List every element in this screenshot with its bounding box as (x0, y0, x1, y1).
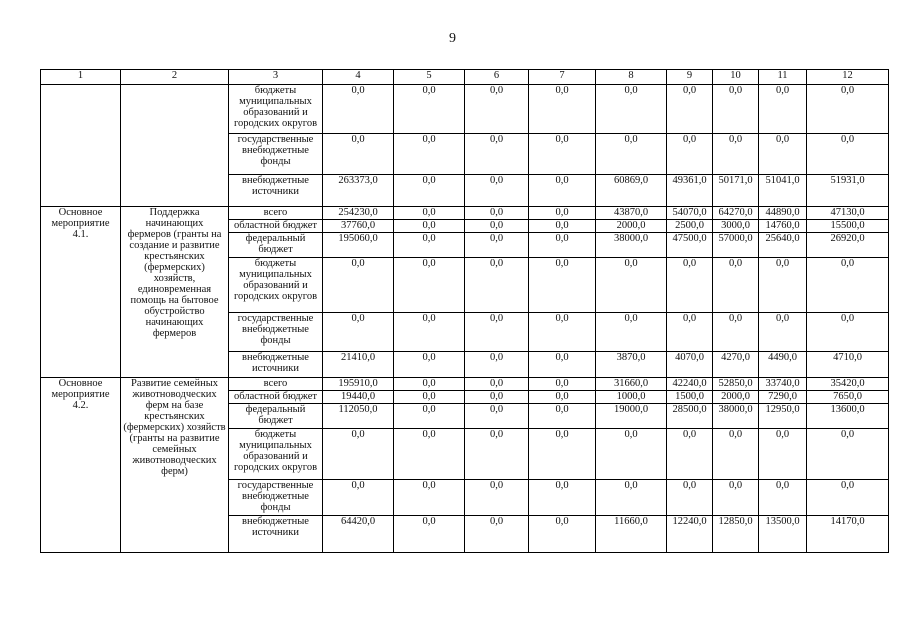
value-cell: 0,0 (529, 207, 596, 220)
funding-source: государственные внебюджетные фонды (229, 480, 323, 516)
column-header: 12 (807, 70, 889, 85)
value-cell: 0,0 (394, 134, 465, 175)
value-cell: 13500,0 (759, 516, 807, 553)
column-header: 4 (323, 70, 394, 85)
activity-code: Основное мероприятие 4.2. (41, 378, 121, 553)
value-cell: 0,0 (394, 378, 465, 391)
value-cell: 0,0 (394, 516, 465, 553)
value-cell: 263373,0 (323, 175, 394, 207)
value-cell: 0,0 (807, 134, 889, 175)
value-cell: 42240,0 (667, 378, 713, 391)
value-cell: 0,0 (529, 220, 596, 233)
value-cell: 0,0 (596, 429, 667, 480)
value-cell: 0,0 (465, 220, 529, 233)
funding-source: федеральный бюджет (229, 233, 323, 258)
value-cell: 0,0 (807, 85, 889, 134)
value-cell: 0,0 (667, 85, 713, 134)
value-cell: 64420,0 (323, 516, 394, 553)
value-cell: 38000,0 (596, 233, 667, 258)
value-cell: 112050,0 (323, 404, 394, 429)
value-cell: 0,0 (759, 85, 807, 134)
page-number: 9 (449, 31, 456, 46)
table-row (41, 378, 889, 391)
value-cell: 2500,0 (667, 220, 713, 233)
value-cell: 0,0 (465, 134, 529, 175)
value-cell: 0,0 (323, 258, 394, 313)
value-cell: 26920,0 (807, 233, 889, 258)
value-cell: 19440,0 (323, 391, 394, 404)
value-cell: 0,0 (596, 258, 667, 313)
value-cell: 0,0 (394, 391, 465, 404)
value-cell: 21410,0 (323, 352, 394, 378)
funding-source: всего (229, 207, 323, 220)
value-cell: 0,0 (394, 404, 465, 429)
value-cell: 14760,0 (759, 220, 807, 233)
value-cell: 0,0 (465, 313, 529, 352)
value-cell: 44890,0 (759, 207, 807, 220)
value-cell: 15500,0 (807, 220, 889, 233)
value-cell: 31660,0 (596, 378, 667, 391)
value-cell: 0,0 (323, 134, 394, 175)
value-cell: 0,0 (667, 480, 713, 516)
value-cell: 51041,0 (759, 175, 807, 207)
value-cell: 0,0 (323, 85, 394, 134)
value-cell: 0,0 (596, 313, 667, 352)
value-cell: 0,0 (759, 480, 807, 516)
value-cell: 64270,0 (713, 207, 759, 220)
value-cell: 0,0 (394, 429, 465, 480)
activity-name: Развитие семейных животноводческих ферм на базе крестьянских (фермерских) хозяйств (гранты на развитие семейных животноводческих ферм) (121, 378, 229, 553)
value-cell: 4710,0 (807, 352, 889, 378)
value-cell: 0,0 (529, 352, 596, 378)
column-header: 6 (465, 70, 529, 85)
value-cell: 0,0 (529, 134, 596, 175)
value-cell: 28500,0 (667, 404, 713, 429)
value-cell: 4270,0 (713, 352, 759, 378)
value-cell: 0,0 (529, 480, 596, 516)
column-header: 8 (596, 70, 667, 85)
column-header: 9 (667, 70, 713, 85)
value-cell: 254230,0 (323, 207, 394, 220)
funding-source: областной бюджет (229, 391, 323, 404)
value-cell: 0,0 (394, 352, 465, 378)
column-header: 10 (713, 70, 759, 85)
value-cell: 0,0 (529, 404, 596, 429)
value-cell: 0,0 (807, 258, 889, 313)
value-cell: 0,0 (394, 85, 465, 134)
value-cell: 14170,0 (807, 516, 889, 553)
value-cell: 2000,0 (596, 220, 667, 233)
value-cell: 0,0 (465, 404, 529, 429)
funding-source: внебюджетные источники (229, 175, 323, 207)
value-cell: 0,0 (394, 207, 465, 220)
value-cell: 4490,0 (759, 352, 807, 378)
value-cell: 43870,0 (596, 207, 667, 220)
value-cell: 0,0 (465, 429, 529, 480)
value-cell: 0,0 (529, 175, 596, 207)
value-cell: 0,0 (394, 480, 465, 516)
value-cell: 0,0 (529, 391, 596, 404)
value-cell: 11660,0 (596, 516, 667, 553)
value-cell: 0,0 (667, 258, 713, 313)
value-cell: 12850,0 (713, 516, 759, 553)
value-cell: 0,0 (465, 175, 529, 207)
value-cell: 52850,0 (713, 378, 759, 391)
value-cell: 38000,0 (713, 404, 759, 429)
value-cell: 0,0 (667, 429, 713, 480)
column-header: 5 (394, 70, 465, 85)
value-cell: 1500,0 (667, 391, 713, 404)
value-cell: 0,0 (465, 480, 529, 516)
funding-source: государственные внебюджетные фонды (229, 134, 323, 175)
value-cell: 0,0 (465, 207, 529, 220)
funding-source: федеральный бюджет (229, 404, 323, 429)
funding-source: внебюджетные источники (229, 352, 323, 378)
value-cell: 0,0 (807, 429, 889, 480)
value-cell: 47500,0 (667, 233, 713, 258)
column-header: 2 (121, 70, 229, 85)
value-cell: 54070,0 (667, 207, 713, 220)
value-cell: 195910,0 (323, 378, 394, 391)
value-cell: 50171,0 (713, 175, 759, 207)
value-cell: 0,0 (713, 134, 759, 175)
value-cell: 35420,0 (807, 378, 889, 391)
value-cell: 0,0 (759, 134, 807, 175)
value-cell: 57000,0 (713, 233, 759, 258)
funding-source: государственные внебюджетные фонды (229, 313, 323, 352)
value-cell: 0,0 (394, 175, 465, 207)
column-header: 3 (229, 70, 323, 85)
value-cell: 0,0 (465, 233, 529, 258)
value-cell: 0,0 (323, 480, 394, 516)
column-header: 11 (759, 70, 807, 85)
activity-name: Поддержка начинающих фермеров (гранты на создание и развитие крестьянских (фермерских) хозяйств, единовременная помощь на бытовое обустройство начинающих фермеров (121, 207, 229, 378)
value-cell: 0,0 (713, 480, 759, 516)
value-cell: 0,0 (759, 429, 807, 480)
funding-source: областной бюджет (229, 220, 323, 233)
value-cell: 12240,0 (667, 516, 713, 553)
value-cell: 0,0 (807, 480, 889, 516)
value-cell: 0,0 (667, 134, 713, 175)
value-cell: 0,0 (529, 516, 596, 553)
value-cell: 19000,0 (596, 404, 667, 429)
value-cell: 0,0 (529, 378, 596, 391)
value-cell: 37760,0 (323, 220, 394, 233)
value-cell: 0,0 (323, 313, 394, 352)
value-cell: 0,0 (529, 85, 596, 134)
column-header: 1 (41, 70, 121, 85)
value-cell: 0,0 (465, 516, 529, 553)
value-cell: 25640,0 (759, 233, 807, 258)
activity-name (121, 85, 229, 207)
value-cell: 3000,0 (713, 220, 759, 233)
value-cell: 7290,0 (759, 391, 807, 404)
value-cell: 0,0 (394, 258, 465, 313)
header-row (41, 70, 889, 85)
value-cell: 0,0 (759, 313, 807, 352)
activity-code (41, 85, 121, 207)
value-cell: 0,0 (713, 258, 759, 313)
value-cell: 0,0 (667, 313, 713, 352)
value-cell: 51931,0 (807, 175, 889, 207)
value-cell: 0,0 (529, 313, 596, 352)
value-cell: 47130,0 (807, 207, 889, 220)
activity-code: Основное мероприятие 4.1. (41, 207, 121, 378)
value-cell: 3870,0 (596, 352, 667, 378)
funding-source: всего (229, 378, 323, 391)
value-cell: 0,0 (807, 313, 889, 352)
value-cell: 0,0 (713, 313, 759, 352)
value-cell: 0,0 (596, 85, 667, 134)
value-cell: 0,0 (465, 85, 529, 134)
table-row (41, 85, 889, 134)
value-cell: 0,0 (465, 391, 529, 404)
value-cell: 0,0 (596, 480, 667, 516)
funding-source: внебюджетные источники (229, 516, 323, 553)
value-cell: 0,0 (713, 429, 759, 480)
funding-source: бюджеты муниципальных образований и городских округов (229, 85, 323, 134)
value-cell: 12950,0 (759, 404, 807, 429)
column-header: 7 (529, 70, 596, 85)
funding-source: бюджеты муниципальных образований и городских округов (229, 429, 323, 480)
value-cell: 0,0 (759, 258, 807, 313)
funding-table (40, 69, 889, 553)
value-cell: 195060,0 (323, 233, 394, 258)
value-cell: 0,0 (394, 233, 465, 258)
value-cell: 1000,0 (596, 391, 667, 404)
value-cell: 0,0 (394, 313, 465, 352)
value-cell: 0,0 (529, 233, 596, 258)
table-row (41, 207, 889, 220)
value-cell: 0,0 (394, 220, 465, 233)
value-cell: 33740,0 (759, 378, 807, 391)
value-cell: 60869,0 (596, 175, 667, 207)
value-cell: 0,0 (713, 85, 759, 134)
value-cell: 0,0 (529, 429, 596, 480)
value-cell: 0,0 (323, 429, 394, 480)
value-cell: 7650,0 (807, 391, 889, 404)
value-cell: 0,0 (465, 378, 529, 391)
value-cell: 13600,0 (807, 404, 889, 429)
value-cell: 0,0 (596, 134, 667, 175)
value-cell: 0,0 (465, 352, 529, 378)
value-cell: 49361,0 (667, 175, 713, 207)
value-cell: 4070,0 (667, 352, 713, 378)
funding-source: бюджеты муниципальных образований и городских округов (229, 258, 323, 313)
value-cell: 0,0 (529, 258, 596, 313)
value-cell: 2000,0 (713, 391, 759, 404)
value-cell: 0,0 (465, 258, 529, 313)
